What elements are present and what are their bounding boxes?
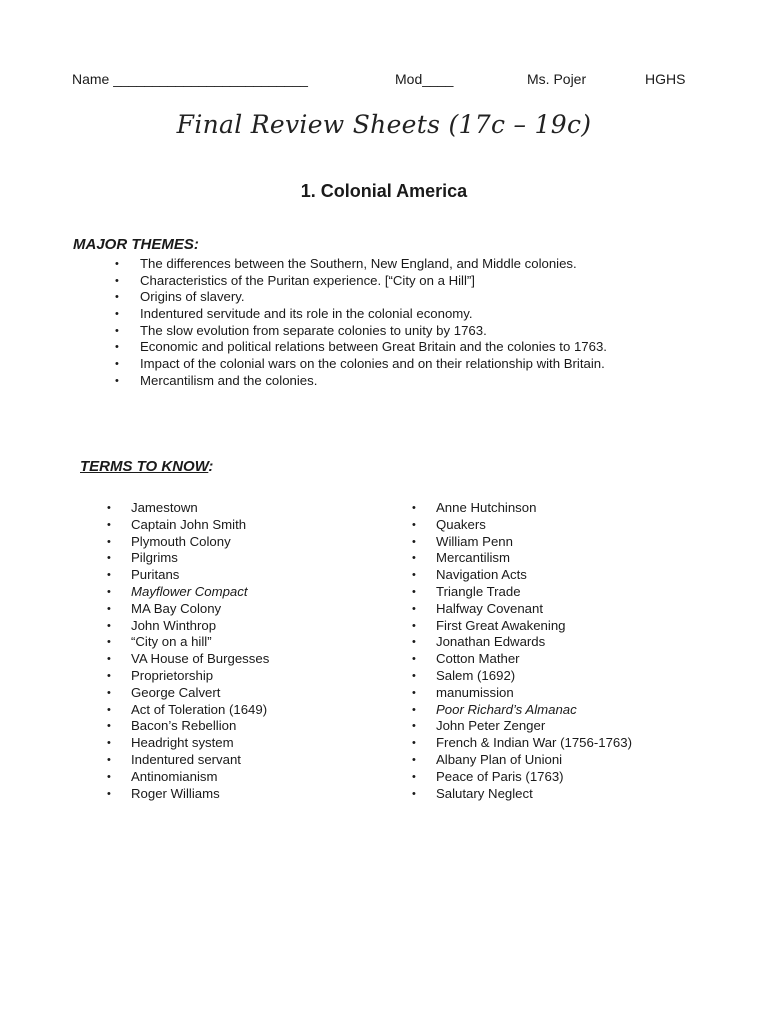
term-item-text: Salem (1692)	[436, 667, 516, 683]
term-item	[106, 685, 386, 702]
terms-heading-label: TERMS TO KNOW	[80, 458, 209, 475]
bullet-icon: •	[107, 703, 111, 716]
header-row	[72, 71, 692, 91]
term-item	[106, 634, 386, 651]
term-item	[411, 601, 711, 618]
terms-list-right	[411, 500, 711, 802]
term-item	[106, 567, 386, 584]
term-item	[411, 752, 711, 769]
theme-item-text: Indentured servitude and its role in the colonial economy.	[140, 306, 473, 322]
bullet-icon: •	[115, 324, 119, 337]
term-item-text: Triangle Trade	[436, 583, 521, 599]
term-item-text: Captain John Smith	[131, 516, 247, 532]
bullet-icon: •	[107, 535, 111, 548]
bullet-icon: •	[412, 585, 416, 598]
term-item-text: manumission	[436, 684, 514, 700]
bullet-icon: •	[412, 669, 416, 682]
bullet-icon: •	[115, 258, 119, 270]
term-item	[106, 752, 386, 769]
term-item-text: William Penn	[436, 533, 513, 549]
term-item-text: Indentured servant	[131, 751, 241, 767]
term-item	[106, 500, 386, 517]
term-item-text: Jonathan Edwards	[436, 634, 546, 650]
term-item	[106, 668, 386, 685]
term-item	[411, 668, 711, 685]
theme-item	[113, 323, 733, 340]
term-item	[106, 718, 386, 735]
bullet-icon: •	[107, 737, 111, 750]
bullet-icon: •	[107, 753, 111, 766]
bullet-icon: •	[412, 770, 416, 783]
term-item-text: MA Bay Colony	[131, 600, 222, 616]
bullet-icon: •	[115, 274, 119, 287]
term-item-text: Puritans	[131, 567, 180, 583]
bullet-icon: •	[107, 552, 111, 565]
bullet-icon: •	[107, 686, 111, 699]
term-item-text: Roger Williams	[131, 785, 220, 801]
terms-heading	[80, 458, 213, 475]
bullet-icon: •	[412, 787, 416, 800]
bullet-icon: •	[412, 552, 416, 565]
theme-item-text: Characteristics of the Puritan experience. [“City on a Hill”]	[140, 272, 475, 288]
term-item	[106, 601, 386, 618]
term-item-text: VA House of Burgesses	[131, 651, 270, 667]
bullet-icon: •	[115, 374, 119, 387]
term-item-text: Halfway Covenant	[436, 600, 544, 616]
term-item-text: Cotton Mather	[436, 651, 520, 667]
term-item-text: Anne Hutchinson	[436, 500, 537, 515]
term-item	[106, 735, 386, 752]
bullet-icon: •	[107, 518, 111, 531]
term-item	[411, 534, 711, 551]
term-item-text: Bacon’s Rebellion	[131, 718, 237, 734]
bullet-icon: •	[412, 703, 416, 716]
term-item-text: Mercantilism	[436, 550, 511, 566]
term-item	[411, 718, 711, 735]
major-themes-heading: MAJOR THEMES:	[73, 236, 199, 253]
term-item-text: Antinomianism	[131, 768, 218, 784]
term-item	[106, 550, 386, 567]
bullet-icon: •	[107, 502, 111, 514]
theme-item	[113, 289, 733, 306]
bullet-icon: •	[412, 535, 416, 548]
bullet-icon: •	[412, 737, 416, 750]
bullet-icon: •	[412, 753, 416, 766]
bullet-icon: •	[115, 341, 119, 354]
term-item	[411, 567, 711, 584]
theme-item-text: Impact of the colonial wars on the colonies and on their relationship with Britain.	[140, 356, 605, 372]
term-item	[411, 584, 711, 601]
term-item-text: Plymouth Colony	[131, 533, 231, 549]
term-item	[106, 584, 386, 601]
bullet-icon: •	[412, 686, 416, 699]
mod-field: Mod____	[395, 71, 454, 87]
term-item-text: Headright system	[131, 735, 234, 751]
term-item-text: John Winthrop	[131, 617, 217, 633]
term-item	[411, 618, 711, 635]
theme-item	[113, 256, 733, 273]
term-item	[411, 500, 711, 517]
theme-item-text: Origins of slavery.	[140, 289, 245, 305]
term-item-text: Peace of Paris (1763)	[436, 768, 564, 784]
term-item-text: John Peter Zenger	[436, 718, 546, 734]
theme-item	[113, 339, 733, 356]
section-title: 1. Colonial America	[300, 181, 468, 201]
theme-item	[113, 273, 733, 290]
bullet-icon: •	[412, 569, 416, 582]
term-item	[106, 769, 386, 786]
term-item-text: First Great Awakening	[436, 617, 566, 633]
term-item-text: Navigation Acts	[436, 567, 527, 583]
bullet-icon: •	[115, 308, 119, 321]
term-item	[106, 702, 386, 719]
major-themes-list	[113, 256, 733, 390]
bullet-icon: •	[412, 720, 416, 733]
term-item	[106, 534, 386, 551]
term-item-text: Poor Richard’s Almanac	[436, 701, 577, 717]
theme-item-text: The slow evolution from separate colonies to unity by 1763.	[140, 322, 487, 338]
term-item-text: Proprietorship	[131, 667, 214, 683]
terms-list-left	[106, 500, 386, 802]
school-name: HGHS	[645, 71, 686, 87]
bullet-icon: •	[412, 653, 416, 666]
bullet-icon: •	[107, 569, 111, 582]
term-item	[411, 634, 711, 651]
bullet-icon: •	[412, 502, 416, 514]
bullet-icon: •	[107, 669, 111, 682]
bullet-icon: •	[115, 291, 119, 304]
term-item	[106, 786, 386, 803]
bullet-icon: •	[107, 636, 111, 649]
teacher-name: Ms. Pojer	[527, 71, 587, 87]
bullet-icon: •	[107, 787, 111, 800]
theme-item	[113, 373, 733, 390]
term-item-text: “City on a hill”	[131, 634, 212, 650]
term-item-text: French & Indian War (1756-1763)	[436, 735, 632, 751]
bullet-icon: •	[107, 602, 111, 615]
name-field: Name _________________________	[72, 71, 308, 87]
bullet-icon: •	[412, 636, 416, 649]
term-item-text: Mayflower Compact	[131, 583, 248, 599]
bullet-icon: •	[412, 619, 416, 632]
term-item-text: George Calvert	[131, 684, 221, 700]
bullet-icon: •	[107, 653, 111, 666]
term-item-text: Quakers	[436, 516, 486, 532]
term-item-text: Salutary Neglect	[436, 785, 533, 801]
terms-heading-colon: :	[208, 458, 214, 475]
term-item	[106, 517, 386, 534]
term-item	[106, 618, 386, 635]
term-item	[411, 550, 711, 567]
bullet-icon: •	[107, 770, 111, 783]
bullet-icon: •	[107, 720, 111, 733]
term-item	[411, 517, 711, 534]
term-item-text: Albany Plan of Unioni	[436, 751, 563, 767]
term-item	[411, 685, 711, 702]
bullet-icon: •	[107, 585, 111, 598]
bullet-icon: •	[412, 602, 416, 615]
term-item	[106, 651, 386, 668]
term-item	[411, 786, 711, 803]
bullet-icon: •	[115, 358, 119, 371]
page-title: Final Review Sheets (17c – 19c)	[176, 110, 592, 139]
term-item	[411, 651, 711, 668]
theme-item-text: Economic and political relations between Great Britain and the colonies to 1763.	[140, 339, 607, 355]
bullet-icon: •	[107, 619, 111, 632]
theme-item	[113, 306, 733, 323]
theme-item-text: Mercantilism and the colonies.	[140, 372, 318, 388]
term-item-text: Jamestown	[131, 500, 198, 515]
theme-item	[113, 356, 733, 373]
term-item	[411, 735, 711, 752]
term-item-text: Act of Toleration (1649)	[131, 701, 268, 717]
bullet-icon: •	[412, 518, 416, 531]
term-item	[411, 769, 711, 786]
term-item-text: Pilgrims	[131, 550, 178, 566]
theme-item-text: The differences between the Southern, New England, and Middle colonies.	[140, 256, 577, 271]
term-item	[411, 702, 711, 719]
